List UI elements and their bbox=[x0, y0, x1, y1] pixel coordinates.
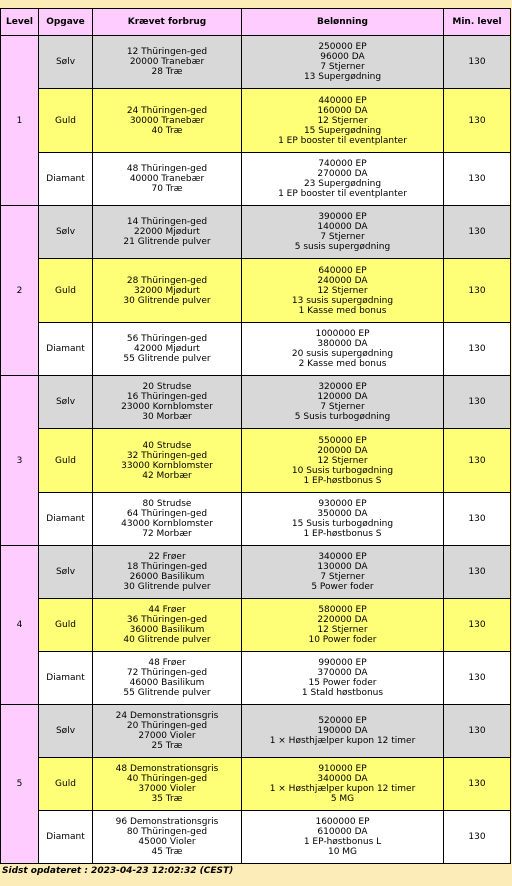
reward-item: 340000 DA bbox=[317, 774, 368, 784]
required-item: 80 Strudse bbox=[142, 499, 192, 509]
required-item: 56 Thüringen-ged bbox=[126, 334, 208, 344]
task-cell: Diamant bbox=[39, 811, 93, 864]
reward-item: 1 EP booster til eventplanter bbox=[278, 135, 407, 146]
reward-item: 340000 EP bbox=[318, 552, 367, 562]
reward-item: 270000 DA bbox=[317, 169, 368, 179]
required-item: 30 Morbær bbox=[142, 412, 192, 422]
reward-item: 1000000 EP bbox=[315, 329, 370, 339]
header-level: Level bbox=[1, 9, 39, 36]
task-cell: Diamant bbox=[39, 652, 93, 705]
task-cell: Sølv bbox=[39, 705, 93, 758]
required-item: 28 Træ bbox=[151, 67, 183, 77]
required-item: 22000 Mjødurt bbox=[134, 227, 200, 237]
required-cell bbox=[93, 323, 242, 376]
required-item: 20000 Tranebær bbox=[129, 57, 205, 67]
reward-item: 1600000 EP bbox=[315, 817, 370, 827]
reward-item: 15 Supergødning bbox=[303, 125, 382, 136]
reward-item: 12 Stjerner bbox=[317, 455, 368, 466]
required-item: 55 Glitrende pulver bbox=[123, 354, 211, 364]
required-item: 30 Glitrende pulver bbox=[123, 295, 211, 306]
min-level-cell: 130 bbox=[444, 323, 511, 376]
reward-cell bbox=[242, 36, 444, 89]
reward-item: 5 Susis turbogødning bbox=[294, 412, 391, 422]
reward-cell bbox=[242, 89, 444, 153]
header-required: Krævet forbrug bbox=[93, 9, 242, 36]
header-row bbox=[1, 9, 511, 36]
reward-item: 990000 EP bbox=[318, 658, 367, 668]
table-row bbox=[1, 758, 511, 811]
reward-item: 15 Power foder bbox=[308, 678, 377, 688]
level-cell: 3 bbox=[1, 376, 39, 546]
reward-item: 96000 DA bbox=[320, 52, 365, 62]
reward-item: 13 Supergødning bbox=[303, 72, 382, 82]
min-level-cell: 130 bbox=[444, 89, 511, 153]
reward-cell bbox=[242, 546, 444, 599]
reward-item: 350000 DA bbox=[317, 509, 368, 519]
required-cell bbox=[93, 259, 242, 323]
required-item: 44 Frøer bbox=[148, 605, 186, 615]
required-item: 55 Glitrende pulver bbox=[123, 688, 211, 698]
task-cell: Sølv bbox=[39, 36, 93, 89]
reward-item: 120000 DA bbox=[317, 392, 368, 402]
reward-item: 12 Stjerner bbox=[317, 115, 368, 126]
reward-item: 12 Stjerner bbox=[317, 285, 368, 296]
reward-item: 7 Stjerner bbox=[320, 402, 365, 412]
required-item: 96 Demonstrationsgris bbox=[115, 817, 219, 827]
task-cell: Diamant bbox=[39, 153, 93, 206]
required-cell bbox=[93, 36, 242, 89]
reward-item: 220000 DA bbox=[317, 615, 368, 625]
required-item: 24 Thüringen-ged bbox=[126, 105, 208, 116]
reward-item: 240000 DA bbox=[317, 275, 368, 286]
required-cell bbox=[93, 599, 242, 652]
required-cell bbox=[93, 652, 242, 705]
required-item: 23000 Kornblomster bbox=[121, 402, 213, 412]
min-level-cell: 130 bbox=[444, 811, 511, 864]
level-cell: 2 bbox=[1, 206, 39, 376]
task-cell: Guld bbox=[39, 89, 93, 153]
reward-cell bbox=[242, 758, 444, 811]
required-item: 46000 Basilikum bbox=[129, 678, 205, 688]
required-item: 42000 Mjødurt bbox=[134, 344, 200, 354]
min-level-cell: 130 bbox=[444, 429, 511, 493]
reward-item: 1 EP-høstbonus S bbox=[303, 529, 382, 539]
level-cell: 5 bbox=[1, 705, 39, 864]
reward-item: 390000 EP bbox=[318, 212, 367, 222]
table-row bbox=[1, 153, 511, 206]
reward-item: 1 Stald høstbonus bbox=[301, 688, 384, 698]
header-reward: Belønning bbox=[242, 9, 444, 36]
required-item: 28 Thüringen-ged bbox=[126, 275, 208, 286]
reward-item: 610000 DA bbox=[317, 827, 368, 837]
reward-item: 15 Susis turbogødning bbox=[291, 519, 394, 529]
min-level-cell: 130 bbox=[444, 705, 511, 758]
min-level-cell: 130 bbox=[444, 153, 511, 206]
required-item: 48 Thüringen-ged bbox=[126, 164, 208, 174]
required-item: 14 Thüringen-ged bbox=[126, 217, 208, 227]
required-cell bbox=[93, 206, 242, 259]
reward-item: 140000 DA bbox=[317, 222, 368, 232]
table-row bbox=[1, 429, 511, 493]
reward-item: 190000 DA bbox=[317, 726, 368, 736]
reward-cell bbox=[242, 153, 444, 206]
reward-item: 440000 EP bbox=[318, 95, 367, 106]
reward-item: 320000 EP bbox=[318, 382, 367, 392]
required-cell bbox=[93, 758, 242, 811]
reward-item: 910000 EP bbox=[318, 764, 367, 774]
reward-item: 12 Stjerner bbox=[317, 625, 368, 635]
reward-cell bbox=[242, 652, 444, 705]
required-cell bbox=[93, 546, 242, 599]
quest-table bbox=[0, 8, 511, 864]
reward-item: 160000 DA bbox=[317, 105, 368, 116]
required-item: 45000 Violer bbox=[138, 837, 196, 847]
min-level-cell: 130 bbox=[444, 652, 511, 705]
required-item: 26000 Basilikum bbox=[129, 572, 205, 582]
reward-item: 1 × Høsthjælper kupon 12 timer bbox=[269, 736, 416, 746]
reward-cell bbox=[242, 811, 444, 864]
task-cell: Diamant bbox=[39, 493, 93, 546]
table-row bbox=[1, 705, 511, 758]
reward-item: 7 Stjerner bbox=[320, 232, 365, 242]
required-item: 36000 Basilikum bbox=[129, 625, 205, 635]
reward-item: 740000 EP bbox=[318, 159, 367, 169]
table-row bbox=[1, 811, 511, 864]
table-row bbox=[1, 206, 511, 259]
required-item: 43000 Kornblomster bbox=[121, 519, 213, 529]
reward-item: 13 susis supergødning bbox=[291, 295, 394, 306]
required-item: 24 Demonstrationsgris bbox=[115, 711, 219, 721]
required-cell bbox=[93, 153, 242, 206]
required-item: 21 Glitrende pulver bbox=[123, 237, 211, 247]
min-level-cell: 130 bbox=[444, 493, 511, 546]
table-row bbox=[1, 546, 511, 599]
required-item: 30000 Tranebær bbox=[129, 115, 205, 126]
last-updated: Sidst opdateret : 2023-04-23 12:02:32 (CEST) bbox=[2, 866, 234, 876]
table-row bbox=[1, 259, 511, 323]
reward-item: 20 susis supergødning bbox=[291, 349, 394, 359]
required-item: 80 Thüringen-ged bbox=[126, 827, 208, 837]
min-level-cell: 130 bbox=[444, 36, 511, 89]
reward-item: 10 Power foder bbox=[308, 635, 377, 645]
required-item: 40 Glitrende pulver bbox=[123, 635, 211, 645]
table-row bbox=[1, 376, 511, 429]
required-item: 20 Thüringen-ged bbox=[126, 721, 208, 731]
reward-item: 5 MG bbox=[330, 794, 355, 804]
required-cell bbox=[93, 376, 242, 429]
required-item: 45 Træ bbox=[151, 847, 183, 857]
table-row bbox=[1, 36, 511, 89]
reward-item: 7 Stjerner bbox=[320, 62, 365, 72]
required-item: 64 Thüringen-ged bbox=[126, 509, 208, 519]
required-item: 35 Træ bbox=[151, 794, 183, 804]
task-cell: Sølv bbox=[39, 546, 93, 599]
table-row bbox=[1, 89, 511, 153]
reward-item: 580000 EP bbox=[318, 605, 367, 615]
task-cell: Guld bbox=[39, 429, 93, 493]
reward-item: 380000 DA bbox=[317, 339, 368, 349]
reward-item: 550000 EP bbox=[318, 435, 367, 446]
required-item: 32 Thüringen-ged bbox=[126, 450, 208, 461]
task-cell: Sølv bbox=[39, 206, 93, 259]
required-item: 16 Thüringen-ged bbox=[126, 392, 208, 402]
required-item: 72 Thüringen-ged bbox=[126, 668, 208, 678]
required-item: 32000 Mjødurt bbox=[134, 285, 200, 296]
reward-cell bbox=[242, 429, 444, 493]
min-level-cell: 130 bbox=[444, 546, 511, 599]
reward-item: 130000 DA bbox=[317, 562, 368, 572]
reward-cell bbox=[242, 493, 444, 546]
required-item: 40 Thüringen-ged bbox=[126, 774, 208, 784]
reward-item: 1 Kasse med bonus bbox=[298, 305, 387, 316]
required-cell bbox=[93, 429, 242, 493]
min-level-cell: 130 bbox=[444, 599, 511, 652]
required-item: 70 Træ bbox=[151, 184, 183, 194]
min-level-cell: 130 bbox=[444, 259, 511, 323]
required-item: 22 Frøer bbox=[148, 552, 186, 562]
reward-item: 1 EP-høstbonus S bbox=[303, 475, 382, 486]
required-item: 48 Frøer bbox=[148, 658, 186, 668]
reward-item: 1 EP-høstbonus L bbox=[303, 837, 382, 847]
required-item: 25 Træ bbox=[151, 741, 183, 751]
reward-item: 5 Power foder bbox=[311, 582, 374, 592]
required-item: 40000 Tranebær bbox=[129, 174, 205, 184]
required-item: 27000 Violer bbox=[138, 731, 196, 741]
required-cell bbox=[93, 705, 242, 758]
task-cell: Guld bbox=[39, 599, 93, 652]
reward-item: 640000 EP bbox=[318, 265, 367, 276]
reward-item: 23 Supergødning bbox=[303, 179, 382, 189]
table-row bbox=[1, 599, 511, 652]
reward-cell bbox=[242, 259, 444, 323]
required-item: 40 Træ bbox=[151, 125, 183, 136]
required-item: 20 Strudse bbox=[142, 382, 192, 392]
reward-item: 7 Stjerner bbox=[320, 572, 365, 582]
reward-item: 10 Susis turbogødning bbox=[291, 465, 394, 476]
required-cell bbox=[93, 89, 242, 153]
required-item: 48 Demonstrationsgris bbox=[115, 764, 219, 774]
reward-cell bbox=[242, 599, 444, 652]
required-item: 42 Morbær bbox=[142, 470, 192, 481]
min-level-cell: 130 bbox=[444, 376, 511, 429]
reward-cell bbox=[242, 705, 444, 758]
task-cell: Guld bbox=[39, 259, 93, 323]
reward-item: 200000 DA bbox=[317, 445, 368, 456]
task-cell: Sølv bbox=[39, 376, 93, 429]
required-item: 30 Glitrende pulver bbox=[123, 582, 211, 592]
reward-item: 250000 EP bbox=[318, 42, 367, 52]
required-item: 36 Thüringen-ged bbox=[126, 615, 208, 625]
required-item: 33000 Kornblomster bbox=[121, 460, 213, 471]
reward-cell bbox=[242, 206, 444, 259]
level-cell: 4 bbox=[1, 546, 39, 705]
header-min-level: Min. level bbox=[444, 9, 511, 36]
task-cell: Diamant bbox=[39, 323, 93, 376]
reward-item: 5 susis supergødning bbox=[294, 242, 391, 252]
required-item: 37000 Violer bbox=[138, 784, 196, 794]
level-cell: 1 bbox=[1, 36, 39, 206]
reward-cell bbox=[242, 323, 444, 376]
reward-item: 1 EP booster til eventplanter bbox=[278, 189, 407, 199]
reward-item: 1 × Høsthjælper kupon 12 timer bbox=[269, 784, 416, 794]
required-item: 18 Thüringen-ged bbox=[126, 562, 208, 572]
header-task: Opgave bbox=[39, 9, 93, 36]
min-level-cell: 130 bbox=[444, 206, 511, 259]
table-row bbox=[1, 493, 511, 546]
required-item: 12 Thüringen-ged bbox=[126, 47, 208, 57]
required-item: 40 Strudse bbox=[142, 440, 192, 451]
reward-item: 520000 EP bbox=[318, 716, 367, 726]
min-level-cell: 130 bbox=[444, 758, 511, 811]
required-cell bbox=[93, 811, 242, 864]
table-row bbox=[1, 323, 511, 376]
task-cell: Guld bbox=[39, 758, 93, 811]
required-item: 72 Morbær bbox=[142, 529, 192, 539]
reward-item: 930000 EP bbox=[318, 499, 367, 509]
reward-cell bbox=[242, 376, 444, 429]
reward-item: 10 MG bbox=[327, 847, 358, 857]
required-cell bbox=[93, 493, 242, 546]
table-row bbox=[1, 652, 511, 705]
reward-item: 2 Kasse med bonus bbox=[298, 359, 387, 369]
reward-item: 370000 DA bbox=[317, 668, 368, 678]
